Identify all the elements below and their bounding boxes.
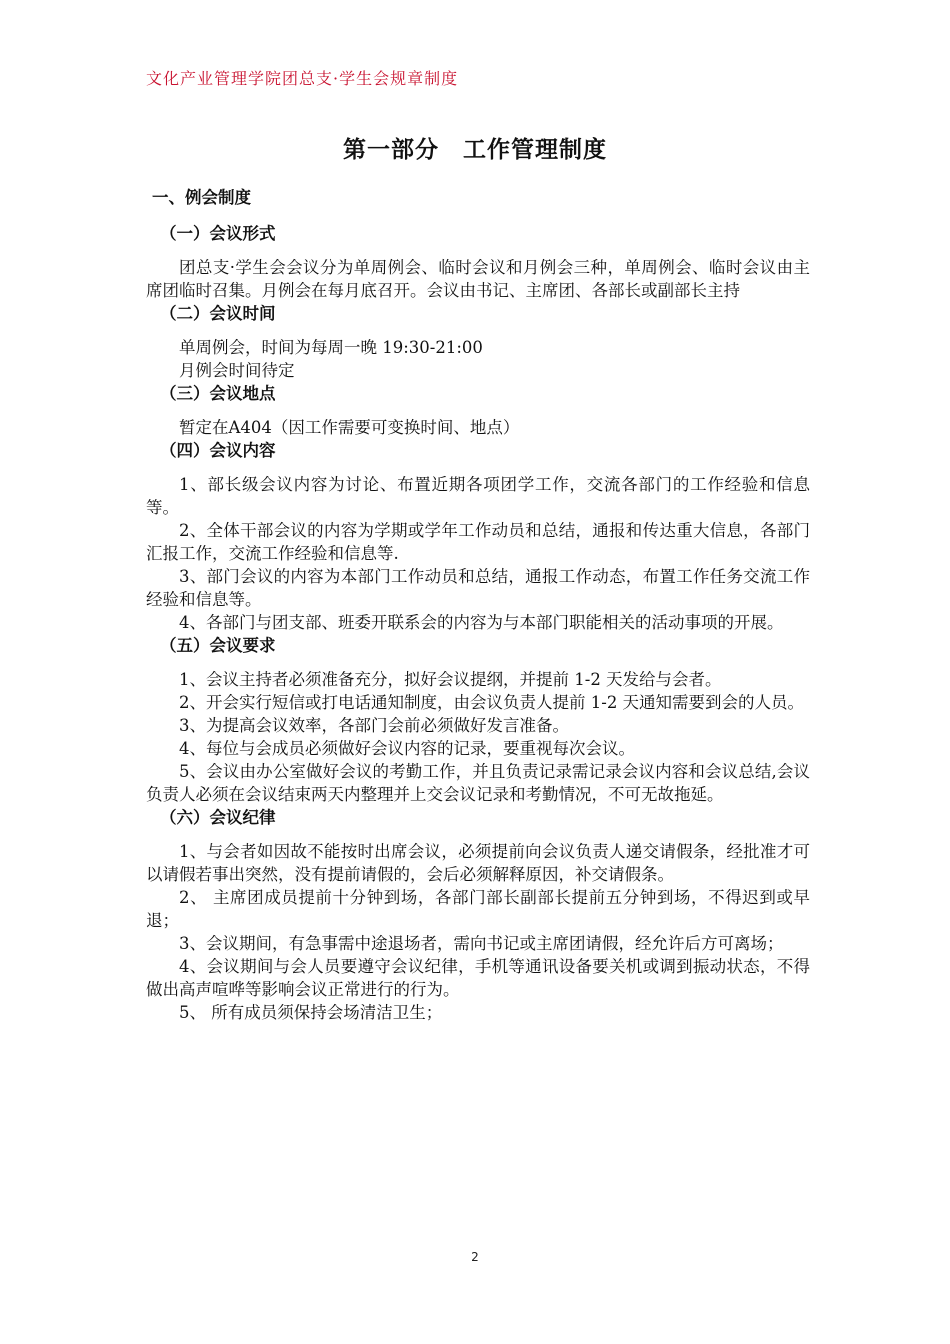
subsection-heading-meeting-content: （四）会议内容 [160,441,276,460]
meeting-time-section [146,336,810,382]
paragraph: 3、会议期间，有急事需中途退场者，需向书记或主席团请假，经允许后方可离场； [179,934,784,953]
paragraph: 2、开会实行短信或打电话通知制度，由会议负责人提前 1-2 天通知需要到会的人员。 [179,693,805,712]
paragraph: 1、会议主持者必须准备充分，拟好会议提纲，并提前 1-2 天发给与会者。 [179,670,722,689]
page-title: 第一部分 工作管理制度 [343,137,607,163]
paragraph: 暂定在A404（因工作需要可变换时间、地点） [179,418,520,437]
page-number: 2 [471,1250,479,1264]
subsection-heading-meeting-requirements: （五）会议要求 [160,636,276,655]
paragraph: 1、部长级会议内容为讨论、布置近期各项团学工作，交流各部门的工作经验和信息等。 [146,475,810,517]
section-heading-meeting-system: 一、例会制度 [152,188,251,207]
meeting-place-section [146,416,810,439]
subsection-heading-meeting-discipline: （六）会议纪律 [160,808,276,827]
paragraph: 3、为提高会议效率，各部门会前必须做好发言准备。 [179,716,569,735]
paragraph: 单周例会，时间为每周一晚 19:30-21:00 [179,338,483,357]
paragraph: 4、各部门与团支部、班委开联系会的内容为与本部门职能相关的活动事项的开展。 [179,613,784,632]
paragraph: 2、全体干部会议的内容为学期或学年工作动员和总结，通报和传达重大信息，各部门汇报工作，交流工作经验和信息等. [146,521,810,563]
paragraph: 月例会时间待定 [179,361,295,380]
meeting-form-section [146,256,810,302]
meeting-discipline-section [146,840,810,1024]
document-header: 文化产业管理学院团总支·学生会规章制度 [146,69,459,88]
document-body [146,186,810,1026]
subsection-heading-meeting-form: （一）会议形式 [160,224,276,243]
paragraph: 5、 所有成员须保持会场清洁卫生； [179,1003,443,1022]
meeting-requirements-section [146,668,810,806]
subsection-heading-meeting-place: （三）会议地点 [160,384,276,403]
paragraph: 3、部门会议的内容为本部门工作动员和总结，通报工作动态，布置工作任务交流工作经验和信息等。 [146,567,810,609]
paragraph: 2、 主席团成员提前十分钟到场，各部门部长副部长提前五分钟到场，不得迟到或早退； [146,888,810,930]
paragraph: 4、每位与会成员必须做好会议内容的记录，要重视每次会议。 [179,739,635,758]
subsection-heading-meeting-time: （二）会议时间 [160,304,276,323]
meeting-content-section [146,473,810,634]
paragraph: 1、与会者如因故不能按时出席会议，必须提前向会议负责人递交请假条，经批准才可以请假若事出突然，没有提前请假的，会后必须解释原因，补交请假条。 [146,842,810,884]
paragraph: 团总支·学生会会议分为单周例会、临时会议和月例会三种，单周例会、临时会议由主席团临时召集。月例会在每月底召开。会议由书记、主席团、各部长或副部长主持 [146,258,810,300]
paragraph: 5、会议由办公室做好会议的考勤工作，并且负责记录需记录会议内容和会议总结,会议负责人必须在会议结束两天内整理并上交会议记录和考勤情况，不可无故拖延。 [146,762,810,804]
paragraph: 4、会议期间与会人员要遵守会议纪律，手机等通讯设备要关机或调到振动状态，不得做出高声喧哗等影响会议正常进行的行为。 [146,957,810,999]
